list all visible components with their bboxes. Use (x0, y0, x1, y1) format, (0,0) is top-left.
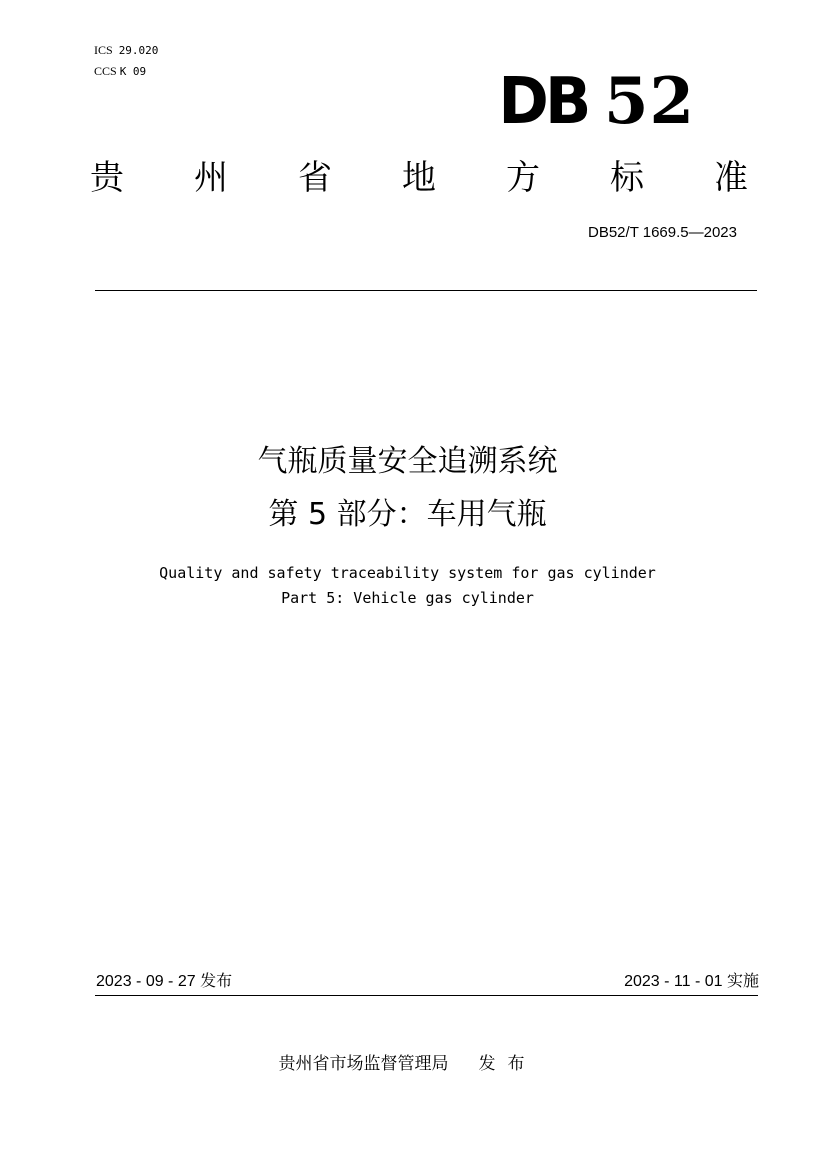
standard-type-char: 贵 (90, 158, 124, 198)
top-divider (95, 290, 757, 291)
implementation-date: 2023 - 11 - 01 实施 (624, 973, 759, 990)
ccs-row (94, 61, 158, 82)
standard-type-char: 准 (714, 158, 748, 198)
title-cn-line1: 气瓶质量安全追溯系统 (257, 444, 558, 479)
issue-date: 2023 - 09 - 27 发布 (96, 973, 233, 990)
logo-letters: DB (498, 65, 588, 139)
standard-type-char: 省 (298, 158, 332, 198)
standard-number: DB52/T 1669.5—2023 (588, 224, 737, 241)
classification-codes (94, 40, 158, 82)
standard-type-char: 标 (610, 158, 644, 198)
publisher-name: 贵州省市场监督管理局 (278, 1054, 449, 1074)
title-cn-line2: 第 5 部分：车用气瓶 (268, 497, 547, 532)
publish-action: 发布 (478, 1054, 537, 1074)
title-en-line1: Quality and safety traceability system for gas cylinder (159, 564, 656, 582)
bottom-divider (95, 995, 758, 996)
ccs-label: CCS (94, 64, 117, 78)
db52-logo (496, 66, 695, 138)
standard-type-char: 方 (506, 158, 540, 198)
standard-type-char: 州 (194, 158, 228, 198)
logo-number: 52 (603, 64, 695, 139)
ics-code: 29.020 (118, 44, 159, 57)
ics-label: ICS (94, 43, 113, 57)
title-en-line2: Part 5: Vehicle gas cylinder (281, 589, 534, 607)
standard-type-heading (90, 156, 748, 200)
standard-type-char: 地 (402, 158, 436, 198)
ics-row (94, 40, 158, 61)
publisher-line (0, 1052, 815, 1076)
ccs-code: K 09 (119, 65, 147, 78)
